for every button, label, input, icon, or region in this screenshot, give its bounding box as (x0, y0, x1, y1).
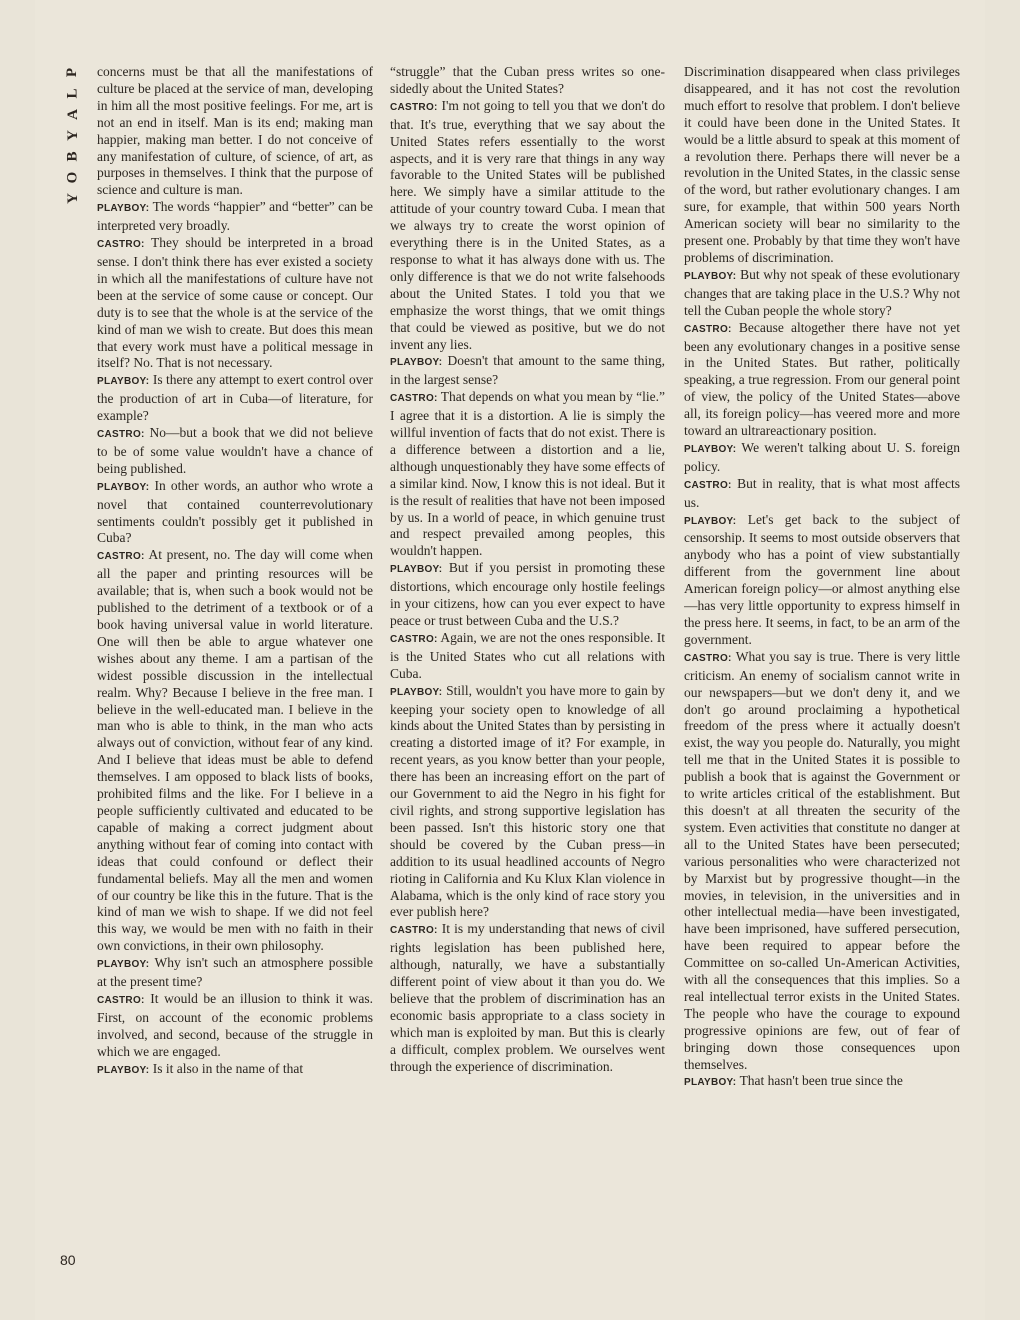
logo-letter: Y (64, 130, 81, 141)
interview-paragraph (97, 955, 373, 991)
interview-paragraph (97, 1061, 373, 1080)
paragraph-text: Doesn't that amount to the same thing, in the largest sense? (390, 353, 665, 388)
interview-paragraph (97, 199, 373, 235)
interview-paragraph (97, 991, 373, 1061)
interview-paragraph (390, 560, 665, 630)
speaker-label: PLAYBOY: (390, 686, 443, 698)
interview-paragraph (684, 440, 960, 476)
paragraph-text: That depends on what you mean by “lie.” I agree that it is a distortion. A lie is simply the willful invention of facts that do not exist. There is a difference between a distortion and a lie, although unquestionably they have some effects of a similar kind. Now, I know this is not ideal. But it is the result of realities that have not been imposed by us. In a world of peace, in which genuine trust and respect prevailed among peoples, this wouldn't happen. (390, 389, 665, 559)
speaker-label: CASTRO: (684, 652, 732, 664)
logo-letter: B (64, 151, 81, 162)
paragraph-text: Is there any attempt to exert control over the production of art in Cuba—of literature, for example? (97, 372, 373, 424)
paragraph-text: concerns must be that all the manifestations of culture be placed at the service of man, developing in him all the most positive feelings. For me, art is not an end in itself. Man is its end; making man happier, making man better. I do not conceive of any manifestation of culture, of science, of art, as purposes in themselves. I think that the purpose of science and culture is man. (97, 64, 373, 198)
speaker-label: PLAYBOY: (684, 443, 737, 455)
paragraph-text: That hasn't been true since the (739, 1073, 903, 1089)
paragraph-text: Again, we are not the ones responsible. It is the United States who cut all relations with Cuba. (390, 629, 665, 681)
paragraph-text: What you say is true. There is very little criticism. An enemy of socialism cannot write in our newspapers—but we don't deny it, and we don't go around proclaiming a hypothetical freedom of the press where it actually doesn't exist, the way you people do. Naturally, you might tell me that in the United States it is possible to publish a book that is against the Government or to write articles critical of the establishment. But this doesn't at all threaten the security of the system. Even activities that constitute no danger at all to the United States have been persecuted; various personalities who were characterized not by Marxist but by progressive thought—in the movies, in television, in the universities and in other intellectual media—have been investigated, have been imprisoned, have suffered persecution, have been required to appear before the Committee on so-called Un-American Activities, with all the consequences that this implies. So a real intellectual terror exists in the United States. The people who have the courage to expound progressive opinions are few, out of fear of bringing down those consequences upon themselves. (684, 648, 960, 1072)
paragraph-text: “struggle” that the Cuban press writes so one-sidedly about the United States? (390, 64, 665, 96)
interview-paragraph (390, 98, 665, 354)
interview-paragraph (684, 476, 960, 512)
speaker-label: PLAYBOY: (97, 376, 150, 388)
interview-paragraph (390, 683, 665, 922)
interview-paragraph (684, 649, 960, 1074)
paragraph-text: They should be interpreted in a broad sense. I don't think there has ever existed a society in which all the manifestations of culture have not been at the service of some cause or concept. Our duty is to see that the whole is at the service of the kind of man we wish to create. But does this mean that every work must have a political message in itself? No. That is not necessary. (97, 235, 373, 371)
paragraph-text: Because altogether there have not yet been any evolutionary changes in a positive sense in the United States. But rather, politically speaking, a true regression. From our general point of view, the policy of the United States—above all, its foreign policy—has veered more and more toward an ultrareactionary position. (684, 319, 960, 439)
paragraph-text: I'm not going to tell you that we don't do that. It's true, everything that we say about the United States refers essentially to the worst aspects, and it is very rare that things in any way favorable to the United States will be published here. We simply have a similar attitude to the attitude of your country toward Cuba. I mean that we always try to create the worst opinion of everything there is in the United States, as a response to what it has always done with us. The only difference is that we do not write falsehoods about the United States. I told you that we emphasize the worst things, that we omit things that could be viewed as positive, but we do not invent any lies. (390, 97, 665, 352)
paragraph-text: It is my understanding that news of civil rights legislation has been published here, although, naturally, we have a substantially different point of view about it than you do. We believe that the problem of discrimination has an economic basis appropriate to a class society in which man is exploited by man. But this is clearly a difficult, complex problem. We ourselves went through the experience of discrimination. (390, 921, 665, 1074)
interview-paragraph (390, 921, 665, 1075)
speaker-label: PLAYBOY: (390, 564, 443, 576)
speaker-label: PLAYBOY: (684, 1077, 737, 1089)
interview-paragraph (97, 478, 373, 548)
paragraph-text: But in reality, that is what most affects us. (684, 475, 960, 510)
paragraph-text: No—but a book that we did not believe to be of some value wouldn't have a chance of being published. (97, 425, 373, 476)
magazine-logo-vertical (60, 62, 86, 209)
interview-paragraph (97, 64, 373, 199)
interview-paragraph (390, 64, 665, 98)
interview-paragraph (97, 547, 373, 955)
paragraph-text: It would be an illusion to think it was. First, on account of the economic problems involved, and second, because of the struggle in which we are engaged. (97, 990, 373, 1059)
speaker-label: PLAYBOY: (97, 1064, 150, 1076)
paragraph-text: Still, wouldn't you have more to gain by keeping your society open to knowledge of all kinds about the United States than by persisting in creating a distorted image of it? For example, in recent years, as you know better than your people, there has been an increasing effort on the part of our Government to aid the Negro in his fight for civil rights, and strong supportive legislation has been passed. Isn't this historic story one that should be covered by the Cuban press—in addition to its usual headlined accounts of Negro rioting in California and Ku Klux Klan violence in Alabama, which is the only kind of race story you ever publish here? (390, 682, 665, 920)
logo-letter: L (64, 88, 81, 99)
speaker-label: PLAYBOY: (684, 515, 737, 527)
text-column-3 (684, 64, 960, 1279)
speaker-label: CASTRO: (97, 429, 145, 441)
page-number: 80 (60, 1252, 76, 1268)
interview-paragraph (684, 64, 960, 267)
paragraph-text: But if you persist in promoting these distortions, which encourage only hostile feelings in your citizens, how can you ever expect to have peace or trust between Cuba and the U.S.? (390, 560, 665, 628)
text-column-2 (390, 64, 665, 1279)
interview-paragraph (684, 267, 960, 320)
paragraph-text: Is it also in the name of that (152, 1060, 304, 1076)
paragraph-text: Discrimination disappeared when class privileges disappeared, and it has not cost the revolution much effort to resolve that problem. I don't believe it could have been done in the United States. It would be a little absurd to speak at this moment of a revolution there. Perhaps there will never be a revolution in the United States, in the classic sense of the word, but rather evolutionary changes. I am sure, for example, that within 500 years North American society will bear no similarity to the present one. Probably by that time they won't have problems of discrimination. (684, 64, 960, 265)
interview-paragraph (390, 389, 665, 560)
logo-letter: P (64, 67, 81, 78)
speaker-label: PLAYBOY: (97, 203, 150, 215)
speaker-label: CASTRO: (390, 633, 438, 645)
paragraph-text: In other words, an author who wrote a novel that contained counterrevolutionary sentiments couldn't possibly get it published in Cuba? (97, 477, 373, 546)
interview-paragraph (97, 425, 373, 478)
interview-paragraph (390, 630, 665, 683)
speaker-label: CASTRO: (684, 479, 732, 491)
paragraph-text: Why isn't such an atmosphere possible at the present time? (97, 955, 373, 990)
speaker-label: CASTRO: (684, 323, 732, 335)
speaker-label: PLAYBOY: (97, 481, 150, 493)
speaker-label: PLAYBOY: (97, 959, 150, 971)
speaker-label: CASTRO: (97, 239, 145, 251)
speaker-label: CASTRO: (390, 101, 438, 113)
interview-paragraph (390, 353, 665, 389)
paragraph-text: The words “happier” and “better” can be interpreted very broadly. (97, 199, 373, 234)
text-column-1 (97, 64, 373, 1279)
interview-paragraph (684, 320, 960, 440)
paragraph-text: We weren't talking about U. S. foreign policy. (684, 439, 960, 474)
logo-letter: O (64, 171, 81, 184)
paragraph-text: Let's get back to the subject of censorship. It seems to most outside observers that anybody who has a point of view substantially different from the government line about American foreign policy—or almost anything else—has very little opportunity to express himself in the press here. It seems, in fact, to be an arm of the government. (684, 511, 960, 647)
speaker-label: CASTRO: (97, 994, 145, 1006)
logo-letter: A (64, 109, 81, 120)
speaker-label: CASTRO: (390, 393, 438, 405)
interview-paragraph (97, 372, 373, 425)
speaker-label: CASTRO: (97, 551, 145, 563)
interview-paragraph (684, 512, 960, 649)
speaker-label: PLAYBOY: (390, 357, 443, 369)
paragraph-text: But why not speak of these evolutionary changes that are taking place in the U.S.? Why not tell the Cuban people the whole story? (684, 266, 960, 318)
interview-paragraph (97, 235, 373, 372)
paragraph-text: At present, no. The day will come when all the paper and printing resources will be available; that is, when such a book would not be published to the detriment of a textbook or of a book having universal value in world literature. One will then be able to argue whatever one wishes about any theme. I am a partisan of the widest possible discussion in the intellectual realm. Why? Because I believe in the free man. I believe in the well-educated man. I believe in the man who is able to think, in the man who acts always out of conviction, without fear of any kind. And I believe that ideas must be able to defend themselves. I am opposed to black lists of books, prohibited films and the like. For I believe in a people sufficiently cultivated and educated to be capable of making a correct judgment about anything without fear of coming into contact with ideas that could confound or deflect their fundamental beliefs. May all the men and women of our country be like this in the future. That is the kind of man we wish to shape. If we did not feel this way, we would be men with no faith in their own convictions, in their own philosophy. (97, 547, 373, 954)
speaker-label: PLAYBOY: (684, 270, 737, 282)
interview-paragraph (684, 1073, 960, 1092)
logo-letter: Y (64, 193, 81, 204)
speaker-label: CASTRO: (390, 925, 438, 937)
